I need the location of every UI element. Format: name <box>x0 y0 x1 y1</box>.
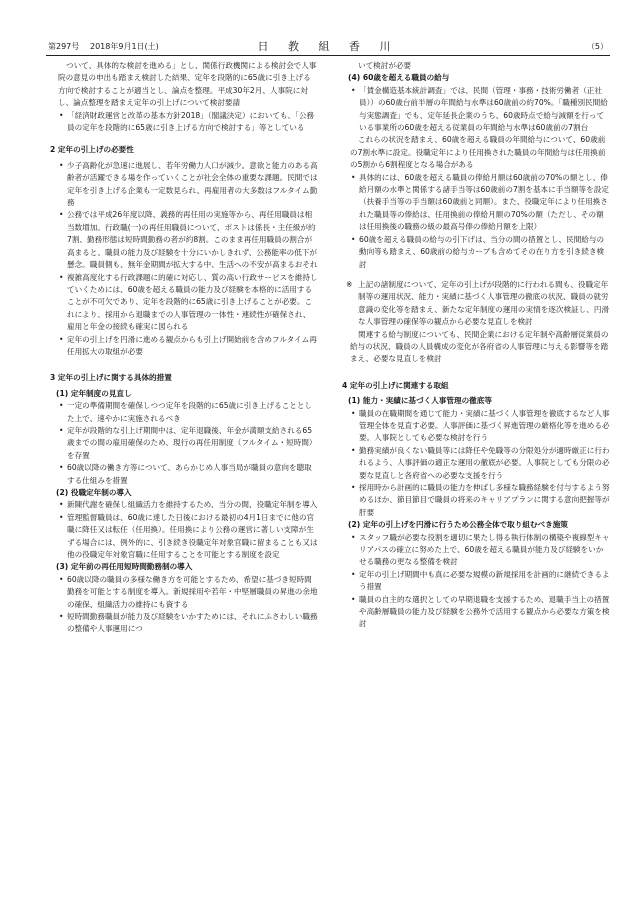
note-paragraph: ※ 上記の諸制度について、定年の引上げが段階的に行われる間も、役職定年制等の運用状況、能力・実績に基づく人事管理の徹底の状況、職員の就労意識の変化等を踏まえ、新たな定年制度の運用の実情を逐次検証し、円滑な人事管理の確保等の観点から必要な見直しを検討 <box>346 279 610 329</box>
intro-paragraph: ついて、具体的な検討を進める」とし、関係行政機関による検討会で人事院の意見の申出も踏まえ検討した結果、定年を段階的に65歳に引き上げる方向で検討することが適当とし、論点を整理。平成30年2月、人事院に対し、論点整理を踏まえ定年の引上げについて検討要請 <box>58 61 317 108</box>
s4-1-bullet-2: • 勤務実績が良くない職員等には降任や免職等の分限処分が適時厳正に行われるよう、人事評価の適正な運用の徹底が必要。人事院としても分限の必要な見直しと各府省への必要な支援を行う <box>348 445 610 482</box>
section-2-heading: 2 定年の引上げの必要性 <box>50 145 134 155</box>
s4-1-bullet-1: • 職員の在職期間を通じて能力・実績に基づく人事管理を徹底するなど人事管理全体を見直す必要。人事評価に基づく昇進管理の厳格化等を進める必要。人事院としても必要な検討を行う <box>348 408 610 445</box>
left-column <box>50 60 318 636</box>
s4-2-bullet-3: • 職員の自主的な選択としての早期退職を支援するため、退職手当上の措置や高齢層職員の能力及び経験を公務外で活用する観点から必要な方策を検討 <box>348 594 610 631</box>
s2-bullet-1: • 少子高齢化が急速に進展し、若年労働力人口が減少。意欲と能力のある高齢者が活躍できる場を作っていくことが社会全体の重要な課題。民間では定年を引き上げる企業も一定数見られ、再雇用者の大多数はフルタイム勤務 <box>56 160 318 210</box>
issue-number: 第297号 <box>48 42 80 51</box>
s2-bullet-2: • 公務では平成26年度以降、義務的再任用の実施等から、再任用職員は相当数増加。行政職(一)の再任用職員について、ポストは係長・主任級が約7割、勤務形態は短時間勤務の者が約8割。このまま再任用職員の割合が高まると、職員の能力及び経験を十分にいかしきれず、公務能率の低下が懸念。職員側も、無年金期間が拡大する中、生活への不安が高まるおそれ <box>56 209 318 271</box>
s3-2-bullet-1: • 新陳代謝を確保し組織活力を維持するため、当分の間、役職定年制を導入 <box>56 499 318 511</box>
s3-4-paragraph: これらの状況を踏まえ、60歳を超える職員の年間給与について、60歳前の7割水準に設定。役職定年により任用換された職員の年間給与は任用換前の5割から6割程度となる場合がある <box>350 135 606 170</box>
s3-2-bullet-2: • 管理監督職員は、60歳に達した日後における最初の4月1日までに他の官職に降任又は転任（任用換）。任用換により公務の運営に著しい支障が生ずる場合には、例外的に、引き続き役職定年対象官職に留まることも又は他の役職定年対象官職に任用することを可能とする制度を設定 <box>56 512 318 562</box>
section-4-heading: 4 定年の引上げに関連する取組 <box>342 380 449 390</box>
right-column <box>342 60 610 631</box>
s4-2-bullet-1: • スタッフ職が必要な役割を適切に果たし得る執行体制の構築や複線型キャリアパスの確立に努めた上で、60歳を超える職員が能力及び経験をいかせる職務の更なる整備を検討 <box>348 532 610 569</box>
s3-3-bullet-1: • 60歳以降の職員の多様な働き方を可能とするため、希望に基づき短時間勤務を可能とする制度を導入。新規採用や若年・中堅層職員の昇進の余地の確保、組織活力の維持にも資する <box>56 574 318 611</box>
s3-4-heading: (4) 60歳を超える職員の給与 <box>348 73 450 83</box>
s3-1-bullet-2: • 定年が段階的な引上げ期間中は、定年退職後、年金が満額支給される65歳までの間の雇用確保のため、現行の再任用制度（フルタイム・短時間）を存置 <box>56 425 318 462</box>
issue-date: 2018年9月1日(土) <box>90 42 159 51</box>
note-paragraph-2: 関連する給与制度についても、民間企業における定年制や高齢層従業員の給与の状況、職員の人員構成の変化が各府省の人事管理に与える影響等を踏まえ、必要な見直しを検討 <box>350 329 609 364</box>
s4-1-bullet-3: • 採用時から計画的に職員の能力を伸ばし多様な職務経験を付与するよう努めるほか、節目節目で職員の将来のキャリアプランに関する意向把握等が肝要 <box>348 482 610 519</box>
s3-4-bullet-3: • 60歳を超える職員の給与の引下げは、当分の間の措置とし、民間給与の動向等も踏まえ、60歳前の給与カーブも含めてその在り方を引き続き検討 <box>348 234 610 271</box>
s4-2-heading: (2) 定年の引上げを円滑に行うため公務全体で取り組むべき施策 <box>348 520 568 530</box>
s3-2-heading: (2) 役職定年制の導入 <box>56 488 132 497</box>
s3-1-bullet-3: • 60歳以降の働き方等について、あらかじめ人事当局が職員の意向を聴取する仕組みを措置 <box>56 462 318 487</box>
s3-4-bullet-2: • 具体的には、60歳を超える職員の俸給月額は60歳前の70%の額とし、俸給月額の水準と関係する諸手当等は60歳前の7割を基本に手当額等を設定（扶養手当等の手当額は60歳前と同額）。また、役職定年により任用換された職員等の俸給は、任用換前の俸給月額の70%の額（ただし、その額は任用換後の職務の級の最高号俸の俸給月額を上限） <box>348 172 610 234</box>
section-3-heading: 3 定年の引上げに関する具体的措置 <box>50 373 172 383</box>
s4-1-heading: (1) 能力・実績に基づく人事管理の徹底等 <box>348 396 492 406</box>
s3-1-bullet-1: • 一定の準備期間を確保しつつ定年を段階的に65歳に引き上げることとした上で、速やかに実施されるべき <box>56 400 318 425</box>
s3-1-heading: (1) 定年制度の見直し <box>56 388 132 398</box>
s3-3-heading: (3) 定年前の再任用短時間勤務制の導入 <box>56 562 193 572</box>
s2-bullet-3: • 複雑高度化する行政課題に的確に対応し、質の高い行政サービスを維持していくためには、60歳を超える職員の能力及び経験を本格的に活用することが不可欠であり、定年を段階的に65歳に引き上げることが必要。これにより、採用から退職までの人事管理の一体性・連続性が確保され、雇用と年金の接続も確実に図られる <box>56 272 318 334</box>
newsletter-title: 日 教 組 香 川 <box>257 40 399 53</box>
s4-2-bullet-2: • 定年の引上げ期間中も真に必要な規模の新規採用を計画的に継続できるよう措置 <box>348 569 610 594</box>
s2-bullet-4: • 定年の引上げを円滑に進める観点からも引上げ開始前を含めフルタイム再任用拡大の取組が必要 <box>56 334 318 359</box>
page-number: （5） <box>586 42 608 51</box>
intro-bullet: • 「経済財政運営と改革の基本方針2018」（閣議決定）においても、「公務員の定年を段階的に65歳に引き上げる方向で検討する」等としている <box>56 110 318 135</box>
masthead <box>48 40 608 54</box>
continued-paragraph: いて検討が必要 <box>358 61 412 70</box>
s3-4-bullet-1: • 「賃金構造基本統計調査」では、民間（管理・事務・技術労働者（正社員））の60歳台前半層の年間給与水準は60歳前の約70%。「職種別民間給与実態調査」でも、定年延長企業のうち、60歳時点で給与減額を行っている事業所の60歳を超える従業員の年間給与水準は60歳前の7割台 <box>348 85 610 135</box>
header-divider <box>46 55 610 56</box>
s3-3-bullet-2: • 短時間勤務職員が能力及び経験をいかすためには、それにふさわしい職務の整備や人事運用につ <box>56 611 318 636</box>
